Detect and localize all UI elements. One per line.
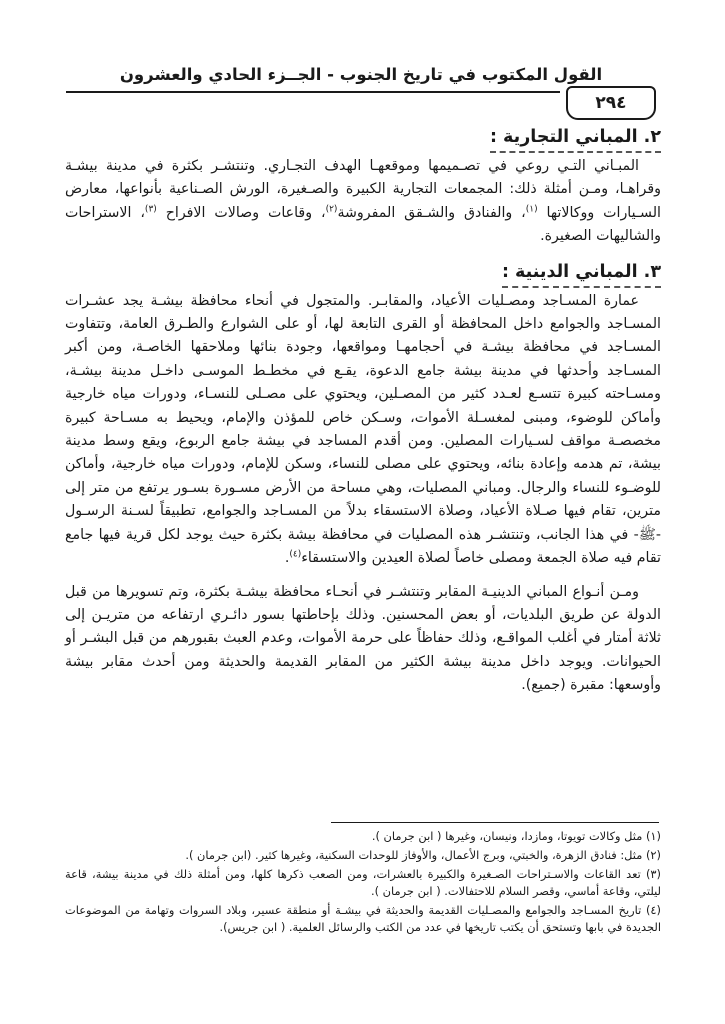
paragraph-text: ، الاستراحات والشاليهات الصغيرة. bbox=[65, 204, 661, 245]
section-commercial bbox=[65, 124, 661, 249]
header-rule bbox=[66, 91, 560, 93]
footnotes bbox=[65, 826, 661, 936]
footnote-text: مثل وكالات تويوتا، ومازدا، ونيسان، وغيرها ( ابن جرمان ). bbox=[371, 829, 643, 843]
footnote-item bbox=[65, 902, 661, 936]
footnote-item bbox=[65, 866, 661, 900]
footnote-item bbox=[65, 847, 661, 864]
footnote-number: (٣) bbox=[645, 867, 661, 881]
footnote-text: مثل: فنادق الزهرة، والخبتي، وبرج الأعمال، والأوفاز للوحدات السكنية، وغيرها كثير. (ابن جرمان ). bbox=[185, 848, 643, 862]
footnote-number: (٢) bbox=[645, 848, 661, 862]
footnote-ref: (١) bbox=[525, 204, 538, 215]
paragraph: ومـن أنـواع المباني الدينيـة المقابر وتنتشـر في أنحـاء محافظة بيشـة بكثرة، وتم تسويرها من قبل الدولة عن طريق البلديات، أو بعض المحسنين. وذلك بإحاطتها بسور دائـري ارتفاعه من متريـن إلى ثلاثة أمتار في أغلب المواقـع، وذلك حفاظاً على حرمة الأموات، وعدم العبث بقبورهم من قبل البشـر أو الحيوانات. ويوجد داخل مدينة بيشة الكثير من المقابر القديمة والحديثة ومن أحدث مقابر بيشة وأوسعها: مقبرة (جميع). bbox=[65, 583, 661, 694]
footnote-number: (٤) bbox=[645, 903, 661, 917]
footnote-ref: (٢) bbox=[325, 204, 338, 215]
footnote-ref: (٣) bbox=[144, 204, 157, 215]
footnote-text: تاريخ المسـاجد والجوامع والمصـليات القديمة والحديثة في بيشـة أو منطقة عسير، وبلاد السروات وتهامة من الموضوعات الجديدة في بابها وتستحق أن يكتب تاريخها في عدد من الكتب والرسائل العلمية. ( ابن جريس). bbox=[65, 903, 661, 934]
paragraph-text: ، والفنادق والشـقق المفروشة bbox=[337, 204, 526, 221]
section-heading-commercial: ٢. المباني التجارية : bbox=[490, 124, 661, 153]
footnote-divider bbox=[331, 822, 659, 823]
paragraph-text: . bbox=[284, 550, 290, 567]
footnote-number: (١) bbox=[645, 829, 661, 843]
paragraph bbox=[65, 290, 661, 571]
paragraph-text: ، وقاعات وصالات الافراح bbox=[156, 204, 326, 221]
paragraph-text: عمارة المسـاجد ومصـليات الأعياد، والمقابـر. والمتجول في أنحاء محافظة بيشـة يجد عشـرات المسـاجد والجوامع داخل المحافظة أو القرى التابعة لها، أو على الشوارع والطـرق العامة، وتتفاوت المسـاجد في محافظة بيشـة في أحجامهـا ومواقعها، وجودة بنائها وملاحقها الخاصـة، ومن أكبر المسـاجد وأحدثها في مدينة بيشة جامع الدعوة، يقـع في مخطـط الموسـى داخـل مدينة بيشـة، ومسـاحته كبيرة تتسـع لعـدد كثير من المصـلين، ويحتوي على مصـلى للنسـاء، ودورات مياه خارجية وأماكن للوضوء، ومبنى لمغسـلة الأموات، وسـكن خاص للمؤذن والإمام، ويحيط به مسـاحة كبيرة مخصصـة مواقف لسـيارات المصلين. ومن أقدم المساجد في بيشة جامع الربوع، ويقع وسط مدينة بيشة، تم هدمه وإعادة بنائه، ويحتوي على مصلى للنساء، وسكن للإمام، ودورات مياه خارجية، وأماكن للوضـوء للنساء والرجال. ومباني المصليات، وهي مساحة من الأرض مسـورة بسـور يرتفع من متر إلى مترين، تقام فيها صـلاة الأعياد، وصلاة الاستسقاء بدلاً من المسـاجد والجوامع، تطبيقاً لسـنة الرسـول -ﷺ- في هذا الجانب، وتنتشـر هذه المصليات في محافظة بيشة بكثرة حيث يوجد لكل قرية فيها جامع تقام فيه صلاة الجمعة ومصلى خاصاً لصلاة العيدين والاستسقاء bbox=[65, 292, 661, 567]
footnote-text: تعد القاعات والاسـتراحات الصـغيرة والكبيرة بالعشرات، ومن الصعب ذكرها كلها، ومن أمثلة ذلك في مدينة بيشة، قاعة ليلتي، وقاعة أماسي، وقصر السلام للاحتفالات. ( ابن جرمان ). bbox=[65, 867, 661, 898]
section-heading-religious: ٣. المباني الدينية : bbox=[502, 259, 661, 288]
paragraph bbox=[65, 155, 661, 249]
paragraph-text: المبـاني التـي روعي في تصـميمها وموقعهـا الهدف التجـاري. وتنتشـر بكثرة في مدينة بيشـة وقراهـا، ومـن أمثلة ذلك: المجمعات التجارية الكبيرة والصـغيرة، الورش الصـناعية بأنواعها، معارض السـيارات ووكالاتها bbox=[65, 158, 661, 221]
main-content bbox=[65, 124, 661, 698]
footnote-ref: (٤) bbox=[289, 549, 302, 560]
footnote-item bbox=[65, 828, 661, 845]
section-religious bbox=[65, 259, 661, 698]
page-header bbox=[66, 64, 656, 113]
running-title: القول المكتوب في تاريخ الجنوب - الجــزء الحادي والعشرون bbox=[119, 65, 603, 84]
page-number-badge: ٢٩٤ bbox=[566, 86, 656, 120]
